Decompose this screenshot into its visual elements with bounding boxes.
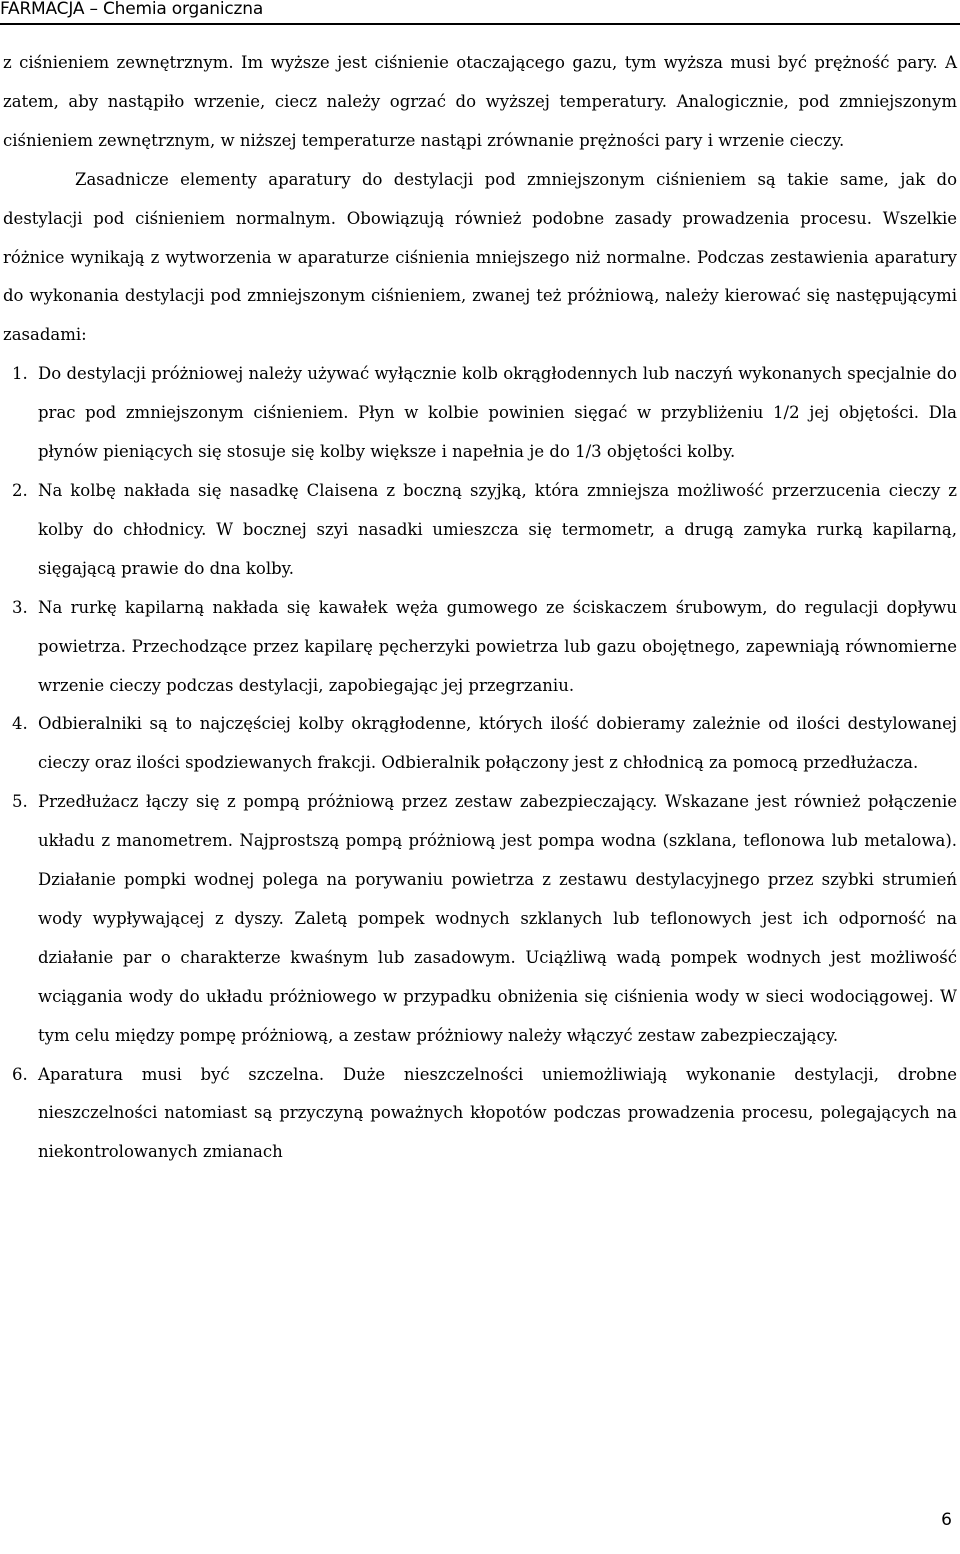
list-item [3,783,957,1055]
list-item-number: 5. [12,792,28,812]
paragraph-continuation: z ciśnieniem zewnętrznym. Im wyższe jest ciśnienie otaczającego gazu, tym wyższa musi być prężność pary. A zatem, aby nastąpiło wrzenie, ciecz należy ogrzać do wyższej temperatury. Analogicznie, pod zmniejszonym ciśnieniem zewnętrznym, w niższej temperaturze nastąpi zrównanie prężności pary i wrzenie cieczy. [3,53,957,150]
list-item-number: 6. [12,1064,28,1084]
list-item-number: 1. [12,364,28,384]
list-item-text: Odbieralniki są to najczęściej kolby okrągłodenne, których ilość dobieramy zależnie od ilości destylowanej cieczy oraz ilości spodziewanych frakcji. Odbieralnik połączony jest z chłodnicą za pomocą przedłużacza. [38,714,957,773]
running-header: FARMACJA – Chemia organiczna [0,0,264,19]
list-item-number: 2. [12,480,28,500]
list-item-number: 4. [12,714,28,734]
list-item [3,705,957,783]
principles-list [3,355,957,1172]
list-item [3,355,957,472]
paragraph-principles: Zasadnicze elementy aparatury do destylacji pod zmniejszonym ciśnieniem są takie same, jak do destylacji pod ciśnieniem normalnym. Obowiązują również podobne zasady prowadzenia procesu. Wszelkie różnice wynikają z wytworzenia w aparaturze ciśnienia mniejszego niż normalne. Podczas zestawienia aparatury do wykonania destylacji pod zmniejszonym ciśnieniem, zwanej też próżniową, należy kierować się następującymi zasadami: [3,169,957,345]
header-rule [0,23,960,25]
page-number: 6 [941,1510,952,1530]
list-item-text: Przedłużacz łączy się z pompą próżniową przez zestaw zabezpieczający. Wskazane jest również połączenie układu z manometrem. Najprostszą pompą próżniową jest pompa wodna (szklana, teflonowa lub metalowa). Działanie pompki wodnej polega na porywaniu powietrza z zestawu destylacyjnego przez szybki strumień wody wypływającej z dyszy. Zaletą pompek wodnych szklanych lub teflonowych jest ich odporność na działanie par o charakterze kwaśnym lub zasadowym. Uciążliwą wadą pompek wodnych jest możliwość wciągania wody do układu próżniowego w przypadku obniżenia się ciśnienia wody w sieci wodociągowej. W tym celu między pompę próżniową, a zestaw próżniowy należy włączyć zestaw zabezpieczający. [38,792,957,1045]
list-item [3,472,957,589]
list-item-text: Do destylacji próżniowej należy używać wyłącznie kolb okrągłodennych lub naczyń wykonanych specjalnie do prac pod zmniejszonym ciśnieniem. Płyn w kolbie powinien sięgać w przybliżeniu 1/2 jej objętości. Dla płynów pieniących się stosuje się kolby większe i napełnia je do 1/3 objętości kolby. [38,364,957,462]
list-item [3,1056,957,1173]
list-item-text: Aparatura musi być szczelna. Duże nieszczelności uniemożliwiają wykonanie destylacji, drobne nieszczelności natomiast są przyczyną poważnych kłopotów podczas prowadzenia procesu, polegających na niekontrolowanych zmianach [38,1064,957,1162]
list-item-text: Na rurkę kapilarną nakłada się kawałek węża gumowego ze ściskaczem śrubowym, do regulacji dopływu powietrza. Przechodzące przez kapilarę pęcherzyki powietrza lub gazu obojętnego, zapewniają równomierne wrzenie cieczy podczas destylacji, zapobiegając jej przegrzaniu. [38,597,957,695]
list-item-number: 3. [12,597,28,617]
list-item [3,589,957,706]
document-body [3,44,957,1172]
list-item-text: Na kolbę nakłada się nasadkę Claisena z boczną szyjką, która zmniejsza możliwość przerzucenia cieczy z kolby do chłodnicy. W bocznej szyi nasadki umieszcza się termometr, a drugą zamyka rurką kapilarną, sięgającą prawie do dna kolby. [38,480,957,578]
